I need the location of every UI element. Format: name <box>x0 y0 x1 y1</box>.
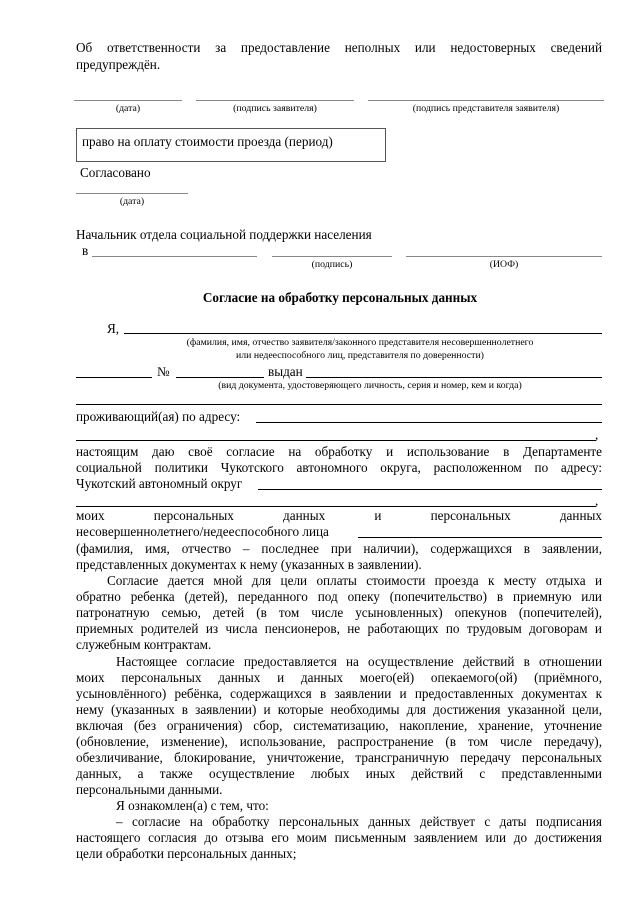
clause-line: – согласие на обработку персональных данных действует с даты подписания <box>116 814 602 829</box>
purpose-line: приемных родителей из числа пенсионеров, не работающих по трудовым договорам и <box>76 621 602 636</box>
purpose-line: Согласие дается мной для цели оплаты стоимости проезда к месту отдыха и <box>107 573 602 588</box>
applicant-signature-line <box>196 100 354 101</box>
address-line-2[interactable] <box>76 440 596 441</box>
minor-name-line[interactable] <box>358 537 602 538</box>
document-type-line[interactable] <box>76 377 152 378</box>
scope-line: персональными данными. <box>76 782 223 797</box>
department-head-title: Начальник отдела социальной поддержки населения <box>76 227 372 242</box>
date-line <box>74 100 182 101</box>
consent-body-line-2: социальной политики Чукотского автономного округа, расположенном по адресу: <box>76 460 602 475</box>
clause-line: настоящего согласия до отзыва его моим письменным заявлением или до достижения <box>76 830 602 845</box>
representative-signature-caption: (подпись представителя заявителя) <box>412 103 560 114</box>
representative-signature-line <box>368 100 604 101</box>
my-data-word: и <box>374 508 382 523</box>
issued-by-line[interactable] <box>306 377 602 378</box>
warning-line-2: предупреждён. <box>76 57 161 72</box>
address-label: проживающий(ая) по адресу: <box>76 409 241 424</box>
applicant-name-line[interactable] <box>124 333 602 334</box>
purpose-line: обратно ребенка (детей), переданного под опеку (попечительство) в приемную или <box>76 589 602 604</box>
travel-right-box[interactable] <box>76 128 386 162</box>
applicant-signature-caption: (подпись заявителя) <box>233 103 317 114</box>
consent-body-line-3: Чукотский автономный округ <box>76 476 243 491</box>
address-line-1[interactable] <box>256 422 602 423</box>
name-hint-1: (фамилия, имя, отчество заявителя/законного представителя несовершеннолетнего <box>186 337 534 348</box>
head-signature-caption: (подпись) <box>311 259 353 270</box>
my-data-word: данных <box>283 508 326 523</box>
purpose-line: патронатную семью, детей (в том числе усыновленных) опекунов (попечителей), <box>76 605 602 620</box>
my-data-word: моих <box>76 508 105 523</box>
document-hint: (вид документа, удостоверяющего личность, серия и номер, кем и когда) <box>218 380 522 391</box>
minor-label: несовершеннолетнего/недееспособного лица <box>76 524 329 539</box>
my-data-word: персональных <box>153 508 234 523</box>
document-extra-line[interactable] <box>76 404 602 405</box>
my-data-word: персональных <box>430 508 511 523</box>
fio-hint-2: представленных документах к нему (указанных в заявлении). <box>76 557 422 572</box>
consent-title: Согласие на обработку персональных данных <box>202 290 478 305</box>
scope-line: нему (указанных в заявлении) и которые необходимы для достижения указанной цели, <box>76 702 602 717</box>
scope-line: Настоящее согласие предоставляется на осуществление действий в отношении <box>116 654 602 669</box>
department-prefix: в <box>82 243 89 258</box>
department-address-comma: , <box>595 493 599 508</box>
number-sign: № <box>157 364 170 379</box>
scope-line: усыновлённого) ребёнка, содержащихся в заявлении и предоставленных документах к <box>76 686 602 701</box>
warning-line-1: Об ответственности за предоставление неполных или недостоверных сведений <box>76 40 602 55</box>
my-data-row <box>76 507 602 524</box>
acknowledge-label: Я ознакомлен(а) с тем, что: <box>116 798 269 813</box>
approved-date-caption: (дата) <box>119 196 145 207</box>
i-label: Я, <box>107 321 120 336</box>
issued-label: выдан <box>268 364 303 379</box>
fio-hint: (фамилия, имя, отчество – последнее при наличии), содержащихся в заявлении, <box>76 541 602 556</box>
head-initials-caption: (ИОФ) <box>489 259 519 270</box>
address-comma: , <box>595 427 599 442</box>
scope-line: (обновление, изменение), использование, распространение (в том числе передачу), <box>76 734 602 749</box>
consent-body-line-1: настоящим даю своё согласие на обработку и использование в Департаменте <box>76 444 602 459</box>
scope-line: моих персональных данных и данных моего(ей) опекаемого(ой) (приёмного, <box>76 670 602 685</box>
my-data-word: данных <box>559 508 602 523</box>
name-hint-2: или недееспособного лиц, представителя по доверенности) <box>236 350 484 361</box>
date-caption: (дата) <box>115 103 141 114</box>
department-name-line <box>92 256 257 257</box>
department-address-line-1[interactable] <box>258 489 602 490</box>
head-initials-line <box>406 256 602 257</box>
approved-label: Согласовано <box>80 165 151 180</box>
purpose-line: служебным контрактам. <box>76 637 212 652</box>
clause-line: цели обработки персональных данных; <box>76 846 297 861</box>
approved-date-line <box>76 193 188 194</box>
scope-line: обезличивание, блокирование, уничтожение, трансграничную передачу персональных <box>76 750 602 765</box>
document-number-line[interactable] <box>176 377 264 378</box>
travel-right-label: право на оплату стоимости проезда (период) <box>82 134 333 149</box>
scope-line: данных, а также осуществление любых иных действий с представленными <box>76 766 602 781</box>
head-signature-line <box>272 256 392 257</box>
scope-line: включая (без ограничения) сбор, систематизацию, накопление, хранение, уточнение <box>76 718 602 733</box>
